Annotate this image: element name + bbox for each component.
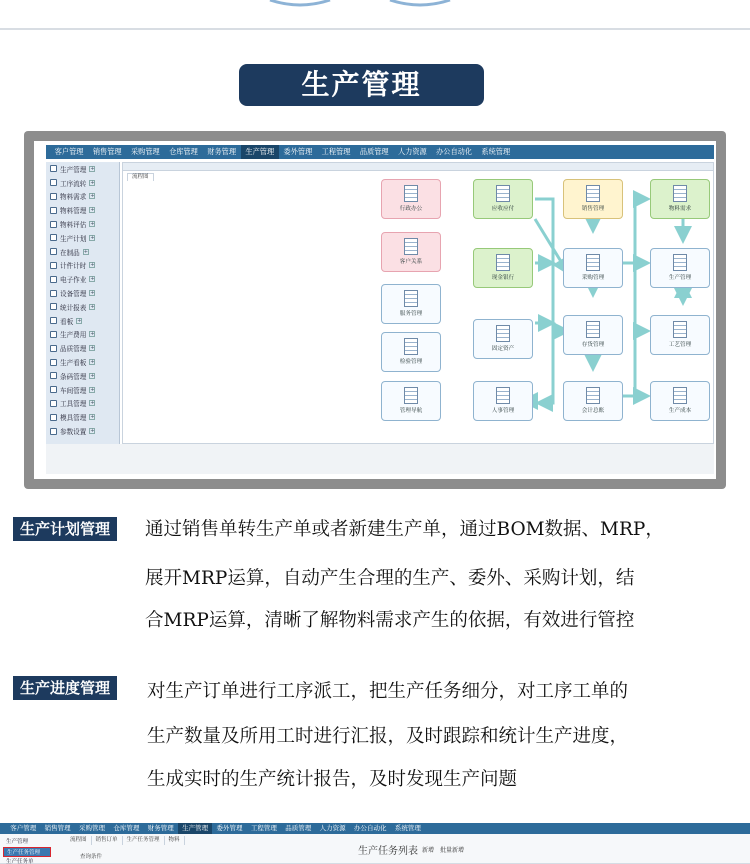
side-item-19[interactable]	[46, 424, 119, 438]
node-jiance[interactable]: 检验管理	[381, 332, 441, 372]
bottom-menu-item-5[interactable]: 生产管理	[178, 823, 212, 834]
menu-item-3[interactable]: 仓库管理	[169, 147, 198, 156]
second-screenshot	[0, 820, 750, 864]
bottom-menu-item-11[interactable]: 系统管理	[394, 824, 421, 832]
side-item-18[interactable]	[46, 410, 119, 424]
progress-line-3: 生成实时的生产统计报告，及时发现生产问题	[147, 769, 518, 790]
side-item-3[interactable]	[46, 203, 119, 217]
side-item-1[interactable]	[46, 176, 119, 190]
bottom-side-item-1[interactable]: 生产任务管理	[3, 847, 51, 857]
bottom-menu-item-2[interactable]: 采购管理	[78, 824, 105, 832]
bottom-menu-item-6[interactable]: 委外管理	[216, 824, 243, 832]
side-item-label: 条码管理	[60, 372, 87, 381]
expand-icon[interactable]: +	[90, 234, 95, 241]
app-footer	[46, 444, 714, 474]
tab-flowchart[interactable]: 流程图	[127, 173, 154, 181]
side-item-label: 物料评估	[60, 221, 87, 230]
bottom-tab-0[interactable]: 流程图	[66, 836, 92, 845]
new-button[interactable]: 新增	[422, 847, 435, 854]
side-item-9[interactable]	[46, 286, 119, 300]
plan-line-2: 展开MRP运算，自动产生合理的生产、委外、采购计划，结	[145, 568, 635, 589]
erp-window	[34, 141, 716, 479]
query-label: 查询条件	[80, 854, 103, 860]
expand-icon[interactable]: +	[90, 165, 95, 172]
bottom-menu-bar	[0, 823, 750, 834]
list-title: 生产任务列表	[358, 846, 418, 857]
node-renshi[interactable]: 人事管理	[473, 381, 533, 421]
node-cunhuo[interactable]: 存货管理	[563, 315, 623, 355]
side-item-label: 统计报表	[60, 303, 87, 312]
batch-new-button[interactable]: 批量新增	[439, 847, 464, 854]
side-item-8[interactable]	[46, 272, 119, 286]
module-icon	[50, 303, 57, 310]
progress-line-2: 生产数量及所用工时进行汇报，及时跟踪和统计生产进度，	[147, 726, 629, 747]
bottom-side-item-0[interactable]: 生产管理	[6, 839, 29, 845]
side-item-label: 品质管理	[60, 345, 87, 354]
menu-item-4[interactable]: 财务管理	[207, 147, 237, 156]
menu-item-10[interactable]: 办公自动化	[436, 147, 473, 156]
menu-item-2[interactable]: 采购管理	[130, 147, 160, 156]
expand-icon[interactable]: +	[90, 372, 95, 379]
menu-item-9[interactable]: 人力资源	[397, 147, 427, 156]
module-icon	[50, 345, 57, 352]
bottom-menu-item-10[interactable]: 办公自动化	[353, 824, 387, 832]
top-decoration	[0, 0, 750, 20]
module-icon	[50, 207, 57, 214]
side-item-label: 计件计时	[60, 262, 87, 271]
menu-item-7[interactable]: 工程管理	[321, 147, 351, 156]
bottom-menu-item-3[interactable]: 仓库管理	[113, 824, 140, 832]
node-guding[interactable]: 固定资产	[473, 319, 533, 359]
module-icon	[50, 428, 57, 435]
list-actions	[418, 845, 464, 854]
menu-bar	[46, 145, 714, 159]
expand-icon[interactable]: +	[83, 248, 88, 255]
side-item-label: 物料需求	[60, 193, 87, 202]
side-item-label: 参数设置	[60, 428, 87, 437]
side-item-label: 生产计划	[60, 234, 87, 243]
expand-icon[interactable]: +	[90, 276, 95, 283]
module-icon	[50, 193, 57, 200]
side-item-13[interactable]	[46, 341, 119, 355]
side-nav	[46, 162, 120, 444]
bottom-menu-item-4[interactable]: 财务管理	[147, 824, 174, 832]
expand-icon[interactable]: +	[90, 359, 95, 366]
menu-item-8[interactable]: 品质管理	[359, 147, 389, 156]
bottom-menu-item-8[interactable]: 品质管理	[285, 824, 312, 832]
side-item-label: 模具管理	[60, 414, 87, 423]
module-icon	[50, 234, 57, 241]
expand-icon[interactable]: +	[90, 386, 95, 393]
module-icon	[50, 386, 57, 393]
bottom-tab-1[interactable]: 销售订单	[92, 836, 123, 845]
bottom-side-item-2[interactable]: 生产任务单	[6, 859, 34, 864]
node-xiaoshou[interactable]: 销售管理	[563, 179, 623, 219]
side-item-label: 生产费用	[60, 331, 87, 340]
side-item-label: 设备管理	[60, 290, 87, 299]
expand-icon[interactable]: +	[90, 262, 95, 269]
node-xingzheng[interactable]: 行政办公	[381, 179, 441, 219]
side-item-11[interactable]	[46, 314, 119, 328]
side-item-2[interactable]	[46, 190, 119, 204]
flow-chart	[123, 171, 713, 443]
module-icon	[50, 262, 57, 269]
bottom-tab-3[interactable]: 物料	[165, 836, 185, 845]
menu-item-11[interactable]: 系统管理	[481, 147, 511, 156]
expand-icon[interactable]: +	[90, 221, 95, 228]
side-item-5[interactable]	[46, 231, 119, 245]
section-label-plan: 生产计划管理	[13, 517, 117, 541]
module-icon	[50, 372, 57, 379]
side-item-6[interactable]	[46, 245, 119, 259]
node-fuwu[interactable]: 服务管理	[381, 284, 441, 324]
module-icon	[50, 359, 57, 366]
module-icon	[50, 248, 57, 255]
side-item-label: 车间管理	[60, 386, 87, 395]
side-item-label: 在制品	[60, 248, 80, 257]
side-item-17[interactable]	[46, 397, 119, 411]
section-label-progress: 生产进度管理	[13, 676, 117, 700]
expand-icon[interactable]: +	[90, 207, 95, 214]
side-item-label: 物料管理	[60, 207, 87, 216]
side-item-16[interactable]	[46, 383, 119, 397]
node-caigou[interactable]: 采购管理	[563, 248, 623, 288]
plan-line-3: 合MRP运算，清晰了解物料需求产生的依据，有效进行管控	[145, 610, 635, 631]
page-title: 生产管理	[239, 64, 484, 106]
module-icon	[50, 290, 57, 297]
module-icon	[50, 400, 57, 407]
side-item-label: 看板	[60, 317, 74, 326]
module-icon	[50, 414, 57, 421]
menu-item-0[interactable]: 客户管理	[54, 147, 84, 156]
node-gongyi[interactable]: 工艺管理	[650, 315, 710, 355]
module-icon	[50, 221, 57, 228]
main-panel	[122, 162, 714, 444]
bottom-side-nav	[3, 837, 63, 864]
tab-strip	[123, 163, 713, 180]
expand-icon[interactable]: +	[90, 303, 95, 310]
plan-line-1: 通过销售单转生产单或者新建生产单，通过BOM数据、MRP，	[145, 519, 664, 540]
module-icon	[50, 165, 57, 172]
menu-item-5[interactable]: 生产管理	[241, 145, 279, 159]
progress-line-1: 对生产订单进行工序派工，把生产任务细分，对工序工单的	[147, 681, 629, 702]
module-icon	[50, 331, 57, 338]
side-item-label: 生产看板	[60, 359, 87, 368]
bottom-tabs	[66, 836, 185, 845]
bottom-menu-item-1[interactable]: 销售管理	[44, 824, 71, 832]
expand-icon[interactable]: +	[90, 400, 95, 407]
bottom-tab-2[interactable]: 生产任务管理	[123, 836, 165, 845]
side-item-label: 生产管理	[60, 165, 87, 174]
bottom-menu-item-7[interactable]: 工程管理	[250, 824, 277, 832]
bottom-workspace	[0, 834, 750, 864]
side-item-label: 工具管理	[60, 400, 87, 409]
node-shengchan[interactable]: 生产管理	[650, 248, 710, 288]
node-daohang[interactable]: 管理导航	[381, 381, 441, 421]
side-item-14[interactable]	[46, 355, 119, 369]
module-icon	[50, 179, 57, 186]
side-item-4[interactable]	[46, 217, 119, 231]
side-item-10[interactable]	[46, 300, 119, 314]
expand-icon[interactable]: +	[90, 193, 95, 200]
top-divider	[0, 28, 750, 30]
expand-icon[interactable]: +	[90, 414, 95, 421]
node-wuliao[interactable]: 物料需求	[650, 179, 710, 219]
expand-icon[interactable]: +	[90, 428, 95, 435]
node-yingshou[interactable]: 应收应付	[473, 179, 533, 219]
side-item-label: 工序流转	[60, 179, 87, 188]
side-item-7[interactable]	[46, 259, 119, 273]
expand-icon[interactable]: +	[90, 331, 95, 338]
menu-item-6[interactable]: 委外管理	[283, 147, 313, 156]
expand-icon[interactable]: +	[90, 179, 95, 186]
bottom-menu-item-0[interactable]: 客户管理	[10, 824, 37, 832]
node-kuaiji[interactable]: 会计总账	[563, 381, 623, 421]
expand-icon[interactable]: +	[77, 317, 82, 324]
screenshot-frame	[24, 131, 726, 489]
side-item-15[interactable]	[46, 369, 119, 383]
side-item-0[interactable]	[46, 162, 119, 176]
expand-icon[interactable]: +	[90, 290, 95, 297]
side-item-label: 电子作业	[60, 276, 87, 285]
module-icon	[50, 276, 57, 283]
bottom-menu-item-9[interactable]: 人力资源	[319, 824, 346, 832]
module-icon	[50, 317, 57, 324]
side-item-12[interactable]	[46, 328, 119, 342]
expand-icon[interactable]: +	[90, 345, 95, 352]
node-xianjin[interactable]: 现金银行	[473, 248, 533, 288]
node-kehu[interactable]: 客户关系	[381, 232, 441, 272]
node-chengben[interactable]: 生产成本	[650, 381, 710, 421]
menu-item-1[interactable]: 销售管理	[92, 147, 122, 156]
